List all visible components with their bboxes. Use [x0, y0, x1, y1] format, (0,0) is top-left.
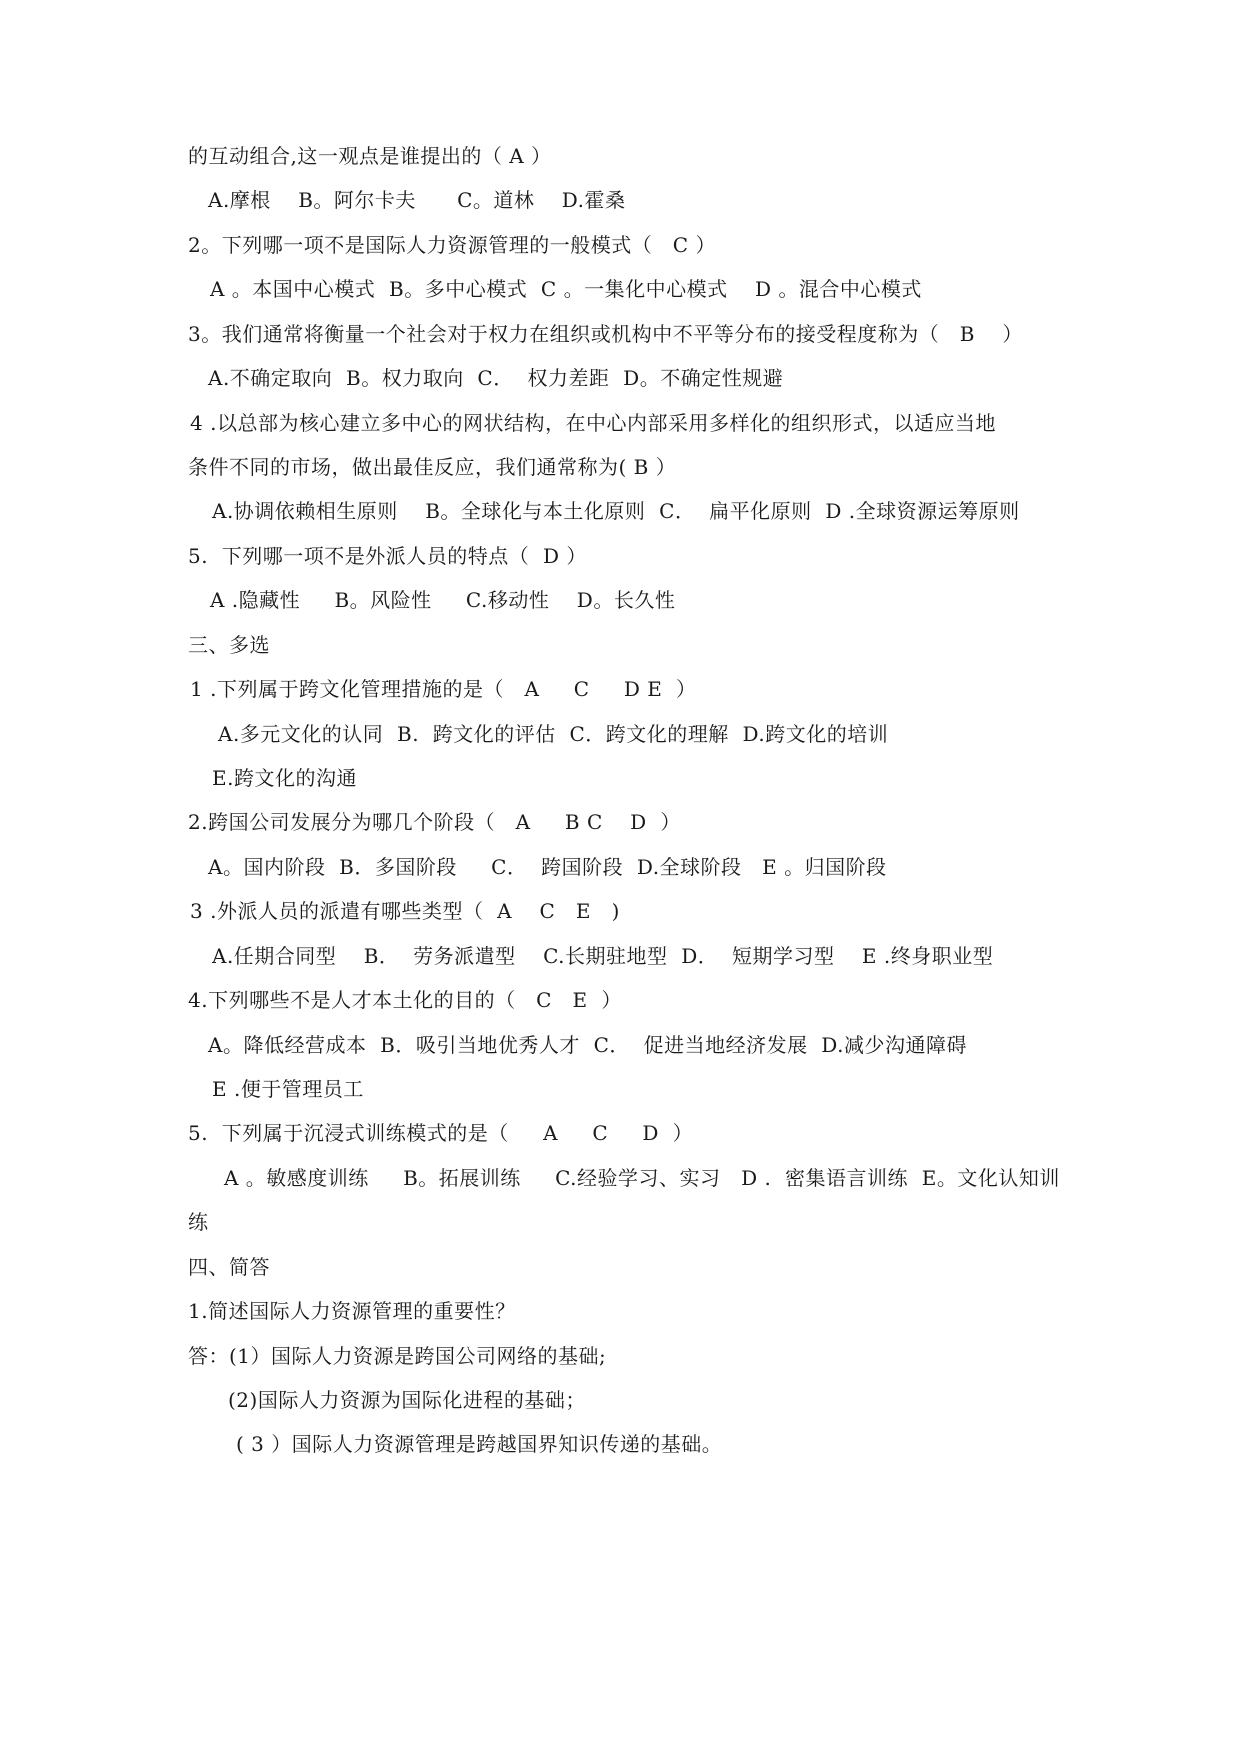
question-4-options: A.协调依赖相生原则 B。全球化与本土化原则 C． 扁平化原则 D .全球资源运筹原则	[212, 499, 1020, 523]
sa-question-1: 1.简述国际人力资源管理的重要性？	[188, 1299, 516, 1323]
question-2-options: A 。本国中心模式 B。多中心模式 C 。一集化中心模式 D 。混合中心模式	[210, 277, 922, 301]
mc-question-5-options: A 。敏感度训练 B。拓展训练 C.经验学习、实习 D . 密集语言训练 E。文化认知训	[224, 1166, 1060, 1190]
mc-question-1: 1 .下列属于跨文化管理措施的是（ A C D E ）	[190, 677, 697, 701]
section-heading-short-answer: 四、简答	[188, 1255, 270, 1279]
section-heading-multiple-choice: 三、多选	[188, 633, 270, 657]
sa-answer-line-3: ( 3 ）国际人力资源管理是跨越国界知识传递的基础。	[236, 1432, 723, 1456]
sa-answer-line-2: (2)国际人力资源为国际化进程的基础；	[228, 1388, 586, 1412]
mc-question-5-continuation: 练	[188, 1210, 209, 1234]
question-4-continuation: 条件不同的市场，做出最佳反应，我们通常称为( B ）	[188, 455, 677, 479]
mc-question-4: 4.下列哪些不是人才本土化的目的（ C E ）	[188, 988, 622, 1012]
question-1-continuation: 的互动组合,这一观点是谁提出的（ A ）	[188, 144, 552, 168]
mc-question-2-options: A。国内阶段 B．多国阶段 C． 跨国阶段 D.全球阶段 E 。归国阶段	[208, 855, 887, 879]
mc-question-4-options: A。降低经营成本 B．吸引当地优秀人才 C． 促进当地经济发展 D.减少沟通障碍	[208, 1033, 967, 1057]
question-5-options: A .隐藏性 B。风险性 C.移动性 D。长久性	[210, 588, 676, 612]
mc-question-4-option-e: E .便于管理员工	[212, 1077, 364, 1101]
mc-question-3: 3 .外派人员的派遣有哪些类型（ A C E )	[190, 899, 620, 923]
sa-answer-line-1: 答：(1）国际人力资源是跨国公司网络的基础;	[188, 1344, 607, 1368]
mc-question-1-option-e: E.跨文化的沟通	[212, 766, 357, 790]
question-5: 5. 下列哪一项不是外派人员的特点（ D ）	[188, 544, 587, 568]
question-2: 2。下列哪一项不是国际人力资源管理的一般模式（ C ）	[188, 233, 716, 257]
mc-question-3-options: A.任期合同型 B． 劳务派遣型 C.长期驻地型 D． 短期学习型 E .终身职业型	[212, 944, 994, 968]
question-3-options: A.不确定取向 B。权力取向 C． 权力差距 D。不确定性规避	[208, 366, 784, 390]
question-4: 4 .以总部为核心建立多中心的网状结构，在中心内部采用多样化的组织形式，以适应当地	[190, 411, 996, 435]
mc-question-2: 2.跨国公司发展分为哪几个阶段（ A B C D ）	[188, 810, 681, 834]
mc-question-1-options: A.多元文化的认同 B. 跨文化的评估 C．跨文化的理解 D.跨文化的培训	[218, 722, 889, 746]
question-1-options: A.摩根 B。阿尔卡夫 C。道林 D.霍桑	[208, 188, 626, 212]
mc-question-5: 5. 下列属于沉浸式训练模式的是（ A C D ）	[188, 1121, 694, 1145]
question-3: 3。我们通常将衡量一个社会对于权力在组织或机构中不平等分布的接受程度称为（ B ）	[188, 322, 1023, 346]
